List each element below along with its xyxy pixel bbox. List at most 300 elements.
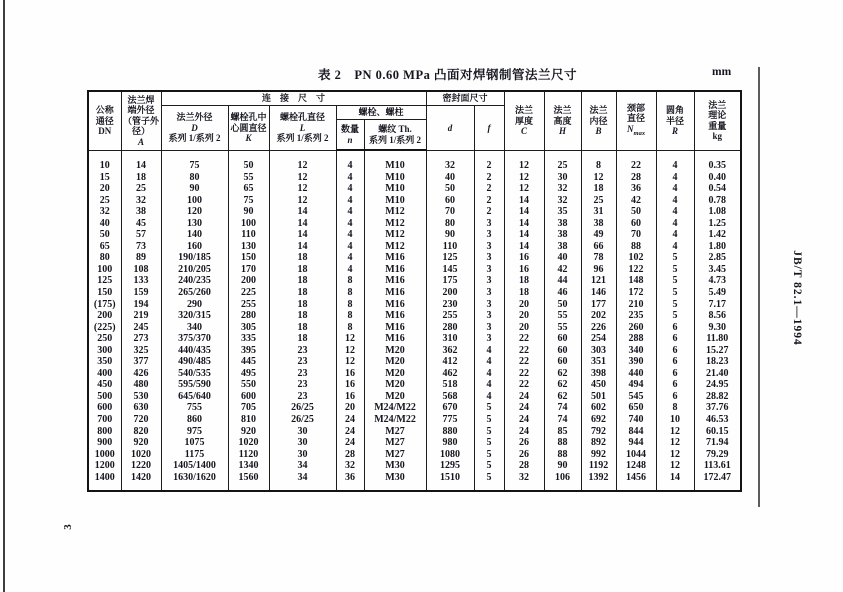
cell: 110 — [228, 229, 269, 241]
cell: 0.35 — [694, 150, 741, 172]
cell: 305 — [228, 322, 269, 334]
cell: 202 — [581, 310, 616, 322]
group-header-bolts: 螺栓、螺柱 — [336, 106, 426, 120]
cell: 85 — [544, 426, 581, 438]
cell: 14 — [504, 241, 544, 253]
cell: 3 — [474, 241, 504, 253]
table-row — [88, 150, 741, 172]
cell: 18 — [269, 322, 336, 334]
table-row — [88, 472, 741, 492]
flange-dimension-table — [87, 90, 742, 492]
cell: 5 — [656, 310, 694, 322]
table-row — [88, 206, 741, 218]
cell: 5 — [656, 275, 694, 287]
cell: 122 — [616, 264, 656, 276]
table-row — [88, 299, 741, 311]
cell: 32 — [504, 472, 544, 492]
cell: M10 — [364, 195, 426, 207]
cell: 1000 — [88, 449, 121, 461]
cell: 106 — [544, 472, 581, 492]
cell: 22 — [504, 356, 544, 368]
table-row — [88, 183, 741, 195]
cell: 255 — [426, 310, 474, 322]
cell: 88 — [616, 241, 656, 253]
cell: 303 — [581, 345, 616, 357]
cell: 1560 — [228, 472, 269, 492]
cell: 4 — [336, 229, 364, 241]
cell: 5 — [656, 299, 694, 311]
cell: 24 — [504, 426, 544, 438]
cell: 4 — [474, 345, 504, 357]
cell: 73 — [121, 241, 161, 253]
cell: 14 — [504, 206, 544, 218]
table-row — [88, 264, 741, 276]
cell: 265/260 — [161, 287, 228, 299]
cell: 20 — [504, 322, 544, 334]
cell: M24/M22 — [364, 414, 426, 426]
cell: 8 — [336, 322, 364, 334]
cell: M27 — [364, 449, 426, 461]
col-header-n: 数量 n — [336, 120, 364, 151]
cell: 1080 — [426, 449, 474, 461]
cell: 194 — [121, 299, 161, 311]
cell: 34 — [269, 460, 336, 472]
cell: 210/205 — [161, 264, 228, 276]
cell: 90 — [228, 206, 269, 218]
cell: 700 — [88, 414, 121, 426]
cell: 412 — [426, 356, 474, 368]
cell: 4 — [656, 206, 694, 218]
cell: 4 — [656, 195, 694, 207]
cell: 55 — [544, 322, 581, 334]
cell: 1630/1620 — [161, 472, 228, 492]
cell: 2 — [474, 183, 504, 195]
cell: M16 — [364, 275, 426, 287]
cell: 3 — [474, 322, 504, 334]
cell: 4 — [474, 379, 504, 391]
cell: 75 — [161, 150, 228, 172]
cell: 5 — [474, 437, 504, 449]
cell: 844 — [616, 426, 656, 438]
table-row — [88, 368, 741, 380]
col-header-thread: 螺纹 Th. 系列 1/系列 2 — [364, 120, 426, 151]
cell: 28 — [504, 460, 544, 472]
cell: 0.54 — [694, 183, 741, 195]
cell: 18 — [504, 287, 544, 299]
cell: 108 — [121, 264, 161, 276]
table-body — [88, 150, 741, 491]
cell: 6 — [656, 322, 694, 334]
cell: 810 — [228, 414, 269, 426]
cell: 3 — [474, 218, 504, 230]
cell: 79.29 — [694, 449, 741, 461]
cell: 40 — [544, 252, 581, 264]
table-row — [88, 437, 741, 449]
cell: 480 — [121, 379, 161, 391]
page-border-left-line — [3, 0, 5, 592]
cell: 4 — [656, 150, 694, 172]
cell: 12 — [336, 356, 364, 368]
cell: 755 — [161, 402, 228, 414]
cell: 37.76 — [694, 402, 741, 414]
cell: 12 — [336, 333, 364, 345]
cell: 70 — [426, 206, 474, 218]
cell: 0.40 — [694, 172, 741, 184]
cell: 6 — [656, 379, 694, 391]
table-row — [88, 322, 741, 334]
cell: 71.94 — [694, 437, 741, 449]
cell: 38 — [581, 218, 616, 230]
cell: 1420 — [121, 472, 161, 492]
cell: 170 — [228, 264, 269, 276]
cell: 38 — [121, 206, 161, 218]
cell: 1075 — [161, 437, 228, 449]
cell: M16 — [364, 252, 426, 264]
cell: 9.30 — [694, 322, 741, 334]
cell: 0.78 — [694, 195, 741, 207]
cell: 670 — [426, 402, 474, 414]
cell: 90 — [426, 229, 474, 241]
cell: 1456 — [616, 472, 656, 492]
cell: 26/25 — [269, 402, 336, 414]
cell: 450 — [581, 379, 616, 391]
cell: 4 — [336, 172, 364, 184]
cell: 12 — [269, 150, 336, 172]
cell: 38 — [544, 229, 581, 241]
cell: 462 — [426, 368, 474, 380]
cell: 3 — [474, 229, 504, 241]
cell: (175) — [88, 299, 121, 311]
cell: 50 — [544, 299, 581, 311]
cell: 500 — [88, 391, 121, 403]
cell: 892 — [581, 437, 616, 449]
cell: 3 — [474, 264, 504, 276]
cell: 254 — [581, 333, 616, 345]
cell: M16 — [364, 333, 426, 345]
col-header-d-outer: 法兰外径 D 系列 1/系列 2 — [161, 106, 228, 151]
cell: 133 — [121, 275, 161, 287]
cell: 30 — [269, 426, 336, 438]
cell: 273 — [121, 333, 161, 345]
cell: 74 — [544, 414, 581, 426]
table-row — [88, 275, 741, 287]
cell: 28.82 — [694, 391, 741, 403]
cell: M16 — [364, 264, 426, 276]
cell: 14 — [269, 206, 336, 218]
cell: M27 — [364, 426, 426, 438]
cell: M16 — [364, 310, 426, 322]
cell: 21.40 — [694, 368, 741, 380]
cell: 10 — [88, 150, 121, 172]
col-header-l: 螺栓孔直径 L 系列 1/系列 2 — [269, 106, 336, 151]
cell: 630 — [121, 402, 161, 414]
cell: 18 — [269, 252, 336, 264]
cell: 8 — [336, 287, 364, 299]
cell: 8 — [581, 150, 616, 172]
cell: 90 — [544, 460, 581, 472]
cell: 5 — [656, 264, 694, 276]
cell: 692 — [581, 414, 616, 426]
cell: 100 — [228, 218, 269, 230]
cell: 288 — [616, 333, 656, 345]
cell: M24/M22 — [364, 402, 426, 414]
cell: 600 — [228, 391, 269, 403]
table-row — [88, 310, 741, 322]
cell: 4.73 — [694, 275, 741, 287]
cell: 150 — [88, 287, 121, 299]
cell: 18 — [269, 310, 336, 322]
cell: 25 — [544, 150, 581, 172]
cell: 24 — [504, 391, 544, 403]
cell: 351 — [581, 356, 616, 368]
cell: M12 — [364, 241, 426, 253]
cell: 3 — [474, 287, 504, 299]
cell: M10 — [364, 172, 426, 184]
col-header-weight: 法兰 理论 重量 kg — [694, 91, 741, 150]
cell: 740 — [616, 414, 656, 426]
cell: 50 — [616, 206, 656, 218]
cell: 22 — [504, 333, 544, 345]
cell: 88 — [544, 449, 581, 461]
cell: 130 — [228, 241, 269, 253]
cell: 350 — [88, 356, 121, 368]
cell: 8 — [336, 310, 364, 322]
cell: 14 — [504, 218, 544, 230]
cell: 57 — [121, 229, 161, 241]
cell: 5 — [474, 426, 504, 438]
cell: 50 — [228, 150, 269, 172]
cell: 1340 — [228, 460, 269, 472]
cell: 494 — [616, 379, 656, 391]
table-row — [88, 449, 741, 461]
cell: 450 — [88, 379, 121, 391]
table-row — [88, 379, 741, 391]
cell: 49 — [581, 229, 616, 241]
cell: 3 — [474, 333, 504, 345]
cell: 8 — [336, 299, 364, 311]
cell: 125 — [88, 275, 121, 287]
cell: 55 — [544, 310, 581, 322]
cell: 440/435 — [161, 345, 228, 357]
cell: 12 — [269, 172, 336, 184]
cell: 290 — [161, 299, 228, 311]
cell: M12 — [364, 206, 426, 218]
cell: 495 — [228, 368, 269, 380]
cell: M27 — [364, 437, 426, 449]
cell: 15 — [88, 172, 121, 184]
cell: 1192 — [581, 460, 616, 472]
cell: 11.80 — [694, 333, 741, 345]
cell: 645/640 — [161, 391, 228, 403]
cell: 320/315 — [161, 310, 228, 322]
cell: M12 — [364, 229, 426, 241]
cell: 177 — [581, 299, 616, 311]
cell: 20 — [336, 402, 364, 414]
cell: 89 — [121, 252, 161, 264]
cell: 775 — [426, 414, 474, 426]
cell: 1020 — [121, 449, 161, 461]
cell: 3.45 — [694, 264, 741, 276]
cell: M16 — [364, 322, 426, 334]
cell: 340 — [616, 345, 656, 357]
cell: 23 — [269, 368, 336, 380]
cell: 110 — [426, 241, 474, 253]
cell: 12 — [336, 345, 364, 357]
cell: 1248 — [616, 460, 656, 472]
cell: 102 — [616, 252, 656, 264]
cell: 2 — [474, 206, 504, 218]
cell: 25 — [88, 195, 121, 207]
cell: 1200 — [88, 460, 121, 472]
cell: 250 — [88, 333, 121, 345]
cell: 230 — [426, 299, 474, 311]
cell: 240/235 — [161, 275, 228, 287]
cell: 32 — [88, 206, 121, 218]
cell: 40 — [426, 172, 474, 184]
cell: M20 — [364, 356, 426, 368]
cell: 60 — [426, 195, 474, 207]
table-header — [88, 91, 741, 150]
col-header-r: 圆角 半径 R — [656, 91, 694, 150]
cell: 146 — [581, 287, 616, 299]
cell: 1220 — [121, 460, 161, 472]
cell: 66 — [581, 241, 616, 253]
cell: 18 — [269, 333, 336, 345]
cell: 335 — [228, 333, 269, 345]
cell: 32 — [121, 195, 161, 207]
col-header-neck: 颈部 直径 $N_{max}$ — [616, 91, 656, 150]
cell: 2 — [474, 172, 504, 184]
cell: 1.25 — [694, 218, 741, 230]
cell: 25 — [121, 183, 161, 195]
cell: 920 — [121, 437, 161, 449]
cell: 975 — [161, 426, 228, 438]
cell: 150 — [228, 252, 269, 264]
cell: 2.85 — [694, 252, 741, 264]
cell: 426 — [121, 368, 161, 380]
cell: 6 — [656, 368, 694, 380]
cell: 125 — [426, 252, 474, 264]
cell: 20 — [88, 183, 121, 195]
cell: 18 — [269, 275, 336, 287]
cell: 4 — [474, 368, 504, 380]
cell: 20 — [504, 310, 544, 322]
cell: 310 — [426, 333, 474, 345]
cell: 255 — [228, 299, 269, 311]
cell: 28 — [616, 172, 656, 184]
cell: 3 — [474, 252, 504, 264]
cell: M16 — [364, 299, 426, 311]
cell: 32 — [426, 150, 474, 172]
cell: 362 — [426, 345, 474, 357]
cell: 12 — [504, 183, 544, 195]
group-header-connection: 连 接 尺 寸 — [161, 91, 426, 106]
cell: 50 — [426, 183, 474, 195]
cell: 18.23 — [694, 356, 741, 368]
cell: 12 — [581, 172, 616, 184]
cell: 88 — [544, 437, 581, 449]
cell: 6 — [656, 345, 694, 357]
cell: M16 — [364, 287, 426, 299]
cell: 38 — [544, 241, 581, 253]
cell: 440 — [616, 368, 656, 380]
cell: 62 — [544, 391, 581, 403]
cell: 400 — [88, 368, 121, 380]
cell: 175 — [426, 275, 474, 287]
cell: M20 — [364, 345, 426, 357]
cell: 8 — [336, 275, 364, 287]
cell: 55 — [228, 172, 269, 184]
cell: (225) — [88, 322, 121, 334]
cell: 5 — [474, 449, 504, 461]
cell: 70 — [616, 229, 656, 241]
cell: 100 — [161, 195, 228, 207]
cell: 65 — [88, 241, 121, 253]
cell: 1510 — [426, 472, 474, 492]
cell: 4 — [336, 206, 364, 218]
cell: 14 — [269, 218, 336, 230]
table-row — [88, 333, 741, 345]
cell: 540/535 — [161, 368, 228, 380]
cell: 8 — [656, 402, 694, 414]
cell: 60.15 — [694, 426, 741, 438]
cell: 4 — [656, 241, 694, 253]
cell: 15.27 — [694, 345, 741, 357]
cell: 130 — [161, 218, 228, 230]
cell: 22 — [504, 368, 544, 380]
cell: 42 — [616, 195, 656, 207]
cell: 245 — [121, 322, 161, 334]
col-header-a: 法兰焊 端外径 （管子外径） A — [121, 91, 161, 150]
cell: 280 — [228, 310, 269, 322]
col-header-h: 法兰 高度 H — [544, 91, 581, 150]
cell: 32 — [544, 195, 581, 207]
cell: 20 — [504, 299, 544, 311]
cell: 900 — [88, 437, 121, 449]
cell: 26/25 — [269, 414, 336, 426]
cell: 14 — [504, 195, 544, 207]
cell: 46 — [544, 287, 581, 299]
table-row — [88, 287, 741, 299]
cell: 60 — [544, 333, 581, 345]
cell: 18 — [269, 287, 336, 299]
table-row — [88, 402, 741, 414]
cell: 375/370 — [161, 333, 228, 345]
cell: 160 — [161, 241, 228, 253]
cell: 14 — [121, 150, 161, 172]
cell: 24 — [336, 426, 364, 438]
cell: 113.61 — [694, 460, 741, 472]
cell: 22 — [504, 345, 544, 357]
cell: 22 — [504, 379, 544, 391]
cell: 45 — [121, 218, 161, 230]
cell: 60 — [616, 218, 656, 230]
cell: 62 — [544, 368, 581, 380]
cell: 395 — [228, 345, 269, 357]
cell: 80 — [88, 252, 121, 264]
cell: 5 — [656, 252, 694, 264]
cell: 200 — [228, 275, 269, 287]
cell: 12 — [656, 437, 694, 449]
cell: 398 — [581, 368, 616, 380]
cell: 2 — [474, 150, 504, 172]
cell: 4 — [336, 195, 364, 207]
cell: 31 — [581, 206, 616, 218]
cell: 12 — [656, 449, 694, 461]
cell: 148 — [616, 275, 656, 287]
cell: 3 — [474, 275, 504, 287]
cell: 210 — [616, 299, 656, 311]
